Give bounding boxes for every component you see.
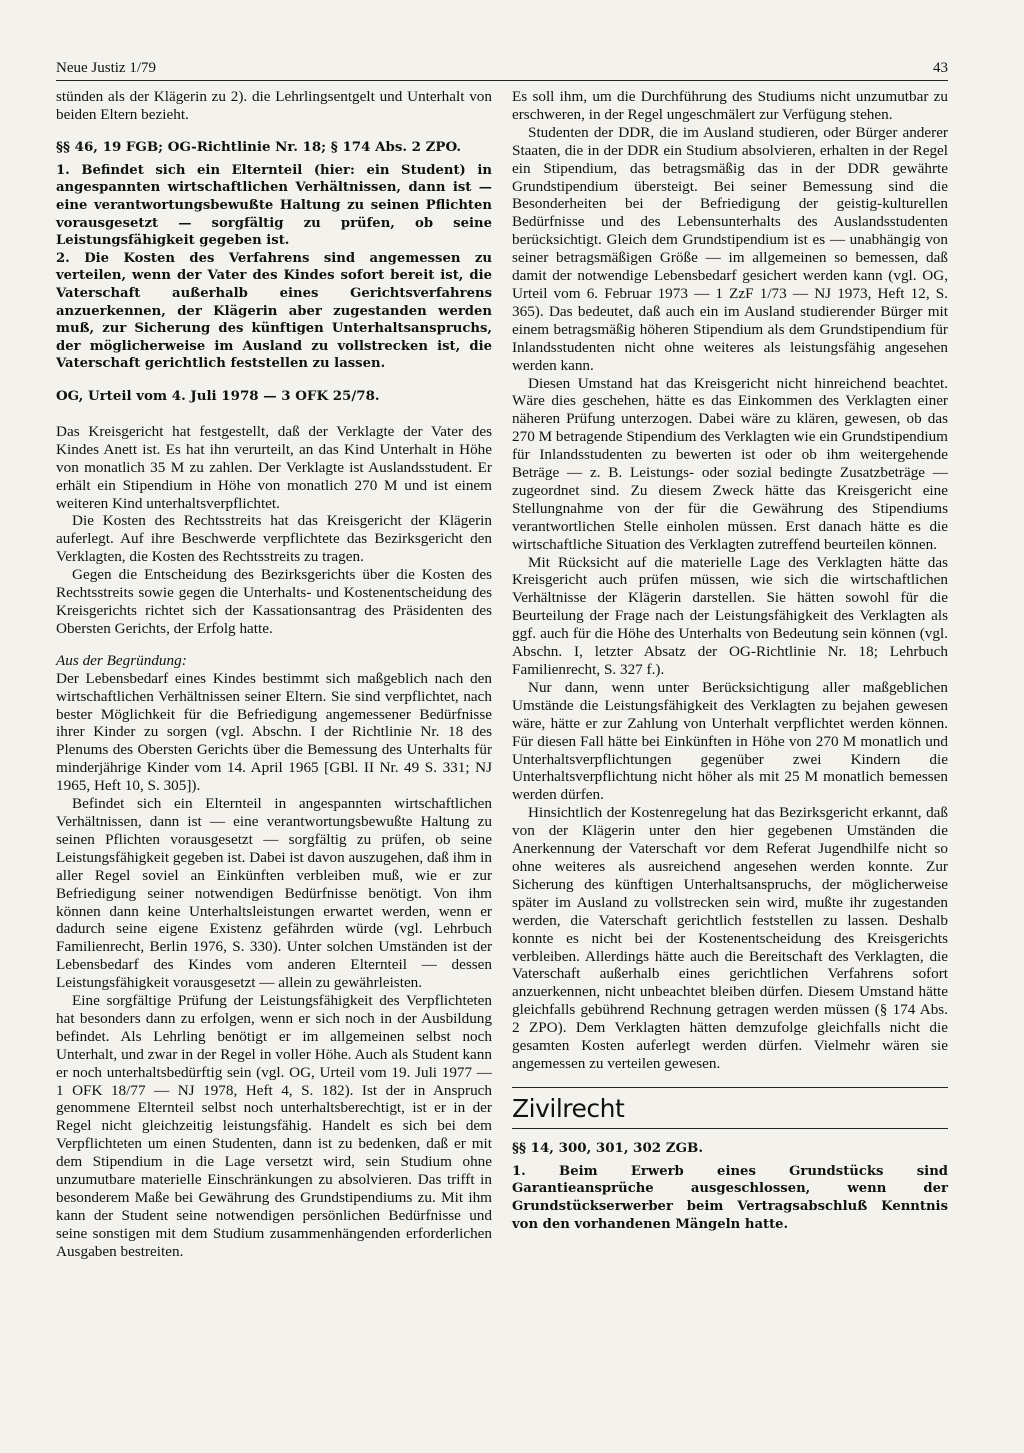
- header-rule: [56, 80, 948, 81]
- reasons-paragraph: Eine sorgfältige Prüfung der Leistungsfähigkeit des Verpflichteten hat besonders dann zu erfolgen, wenn er sich noch in der Ausbildung befindet. Als Lehrling benötigt er im allgemeinen selbst noch Unterhalt, und zwar in der Regel in voller Höhe. Auch als Student kann er noch unterhaltsbedürftig sein (vgl. OG, Urteil vom 19. Juli 1977 — 1 OFK 18/77 — NJ 1978, Heft 4, S. 182). Ist der in Anspruch genommene Elternteil selbst noch unterhaltsberechtigt, ist er in der Regel nicht gleichzeitig leistungsfähig. Handelt es sich bei dem Verpflichteten um einen Studenten, dann ist zu bedenken, daß er mit dem Stipendium in die Lage versetzt wird, sein Studium ohne unzumutbare materielle Einschränkungen zu absolvieren. Das trifft in besonderem Maße bei Gewährung des Grundstipendiums zu. Mit ihm kann der Student seine notwendigen persönlichen Bedürfnisse und seine sonstigen mit dem Studium zusammenhängenden erforderlichen Ausgaben bestreiten.: [56, 992, 492, 1260]
- reasons-paragraph: Hinsichtlich der Kostenregelung hat das Bezirksgericht erkannt, daß von der Klägerin unter den hier gegebenen Umständen die Anerkennung der Vaterschaft vor dem Referat Jugendhilfe nicht so ohne weiteres als ausreichend angesehen werden konnte. Zur Sicherung des künftigen Unterhaltsanspruchs, der möglicherweise später im Ausland zu vollstrecken sein wird, mußte ihr zugestanden werden, die Vaterschaft gerichtlich feststellen zu lassen. Deshalb konnte es nicht bei der Kostenentscheidung des Kreisgerichts verbleiben. Allerdings hätte auch die Bereitschaft des Verklagten, die Vaterschaft außerhalb eines gerichtlichen Verfahrens sofort anzuerkennen, nicht unbeachtet bleiben dürfen. Diesem Umstand hätte gleichfalls gebührend Rechnung getragen werden müssen (§ 174 Abs. 2 ZPO). Dem Verklagten hätten demzufolge gleichfalls nicht die gesamten Kosten auferlegt werden dürfen. Vielmehr wären sie angemessen zu verteilen gewesen.: [512, 804, 948, 1072]
- reasons-paragraph: Befindet sich ein Elternteil in angespannten wirtschaftlichen Verhältnissen, dann ist — eine verantwortungsbewußte Haltung zu seinen Pflichten vorausgesetzt — sorgfältig zu prüfen, ob seine Leistungsfähigkeit gegeben ist. Dabei ist davon auszugehen, daß ihm in aller Regel soviel an Einkünften verbleiben muß, wie er zur Befriedigung seiner notwendigen Bedürfnisse benötigt. Von ihm können dann keine Unterhaltsleistungen erwartet werden, wenn er dadurch seine eigene Existenz gefährden würde (vgl. Lehrbuch Familienrecht, Berlin 1976, S. 330). Unter solchen Umständen ist der Lebensbedarf des Kindes vom anderen Elternteil — dessen Leistungsfähigkeit vorausgesetzt — allein zu gewährleisten.: [56, 795, 492, 992]
- norm-citation: §§ 46, 19 FGB; OG-Richtlinie Nr. 18; § 174 Abs. 2 ZPO.: [56, 138, 462, 155]
- reasons-paragraph: Es soll ihm, um die Durchführung des Studiums nicht unzumutbar zu erschweren, in der Regel ungeschmälert zur Verfügung stehen.: [512, 88, 948, 123]
- reasons-paragraph: Studenten der DDR, die im Ausland studieren, oder Bürger anderer Staaten, die in der DDR ein Studium absolvieren, erhalten in der Regel ein Stipendium, das betragsmäßig das in der DDR gewährte Grundstipendium übersteigt. Bei seiner Bemessung sind die Besonderheiten bei der Befriedigung der geistig-kulturellen Bedürfnisse und des Lebensunterhalts des Auslandsstudenten berücksichtigt. Gleich dem Grundstipendium ist es — unabhängig von seiner betragsmäßigen Größe — im allgemeinen so bemessen, daß damit der notwendige Lebensbedarf gesichert werden kann (vgl. OG, Urteil vom 6. Februar 1973 — 1 ZzF 1/73 — NJ 1973, Heft 12, S. 365). Das bedeutet, daß auch ein im Ausland studierender Bürger mit einem betragsmäßig höheren Stipendium als dem Grundstipendium für Inlandsstudenten nicht ohne weiteres als leistungsfähig angesehen werden kann.: [512, 123, 948, 374]
- facts-paragraph: Die Kosten des Rechtsstreits hat das Kreisgericht der Klägerin auferlegt. Auf ihre Beschwerde verpflichtete das Bezirksgericht den Verklagten, die Kosten des Rechtsstreits zu tragen.: [56, 512, 492, 566]
- left-column: [56, 88, 492, 1261]
- right-column: [512, 88, 948, 1233]
- running-header: [56, 58, 948, 80]
- reasons-paragraph: Der Lebensbedarf eines Kindes bestimmt sich maßgeblich nach den wirtschaftlichen Verhältnissen seiner Eltern. Sie sind verpflichtet, nach bester Möglichkeit für die Befriedigung angemessener Bedürfnisse ihrer Kinder zu sorgen (vgl. Abschn. I der Richtlinie Nr. 18 des Plenums des Obersten Gerichts über die Bemessung des Unterhalts für minderjährige Kinder vom 14. April 1965 [GBl. II Nr. 49 S. 331; NJ 1965, Heft 10, S. 305]).: [56, 669, 492, 795]
- section-rule: [512, 1128, 948, 1129]
- reasons-paragraph: Diesen Umstand hat das Kreisgericht nicht hinreichend beachtet. Wäre dies geschehen, hätte es das Einkommen des Verklagten einer näheren Prüfung unterzogen. Dabei wäre zu klären, gewesen, ob das 270 M betragende Stipendium des Verklagten wie ein Grundstipendium für Inlandsstudenten zu bewerten ist oder ob ihm weitergehende Beträge — z. B. Leistungs- oder sozial bedingte Zusatzbeträge — zugeordnet sind. Zu diesem Zweck hätte das Kreisgericht eine Stellungnahme von der für die Gewährung des Stipendiums verantwortlichen Stelle einholen müssen. Erst danach hätte es die wirtschaftliche Situation des Verklagten zutreffend beurteilen können.: [512, 374, 948, 553]
- page-number: 43: [933, 60, 948, 76]
- facts-paragraph: Gegen die Entscheidung des Bezirksgerichts über die Kosten des Rechtsstreits sowie gegen die Unterhalts- und Kostenentscheidung des Kreisgerichts richtet sich der Kassationsantrag des Präsidenten des Obersten Gerichts, der Erfolg hatte.: [56, 566, 492, 637]
- headnote-1: 1. Befindet sich ein Elternteil (hier: ein Student) in angespannten wirtschaftlichen Verhältnissen, dann ist — eine verantwortungsbewußte Haltung zu seinen Pflichten vorausgesetzt — sorgfältig zu prüfen, ob seine Leistungsfähigkeit gegeben ist.: [56, 162, 492, 249]
- headnote-2: 2. Die Kosten des Verfahrens sind angemessen zu verteilen, wenn der Vater des Kindes sofort bereit ist, die Vaterschaft außerhalb eines Gerichtsverfahrens anzuerkennen, der Klägerin aber zugestanden werden muß, zur Sicherung des künftigen Unterhaltsanspruchs, der möglicherweise im Ausland zu vollstrecken ist, die Vaterschaft gerichtlich feststellen zu lassen.: [56, 250, 492, 372]
- headnote-1: 1. Beim Erwerb eines Grundstücks sind Garantieansprüche ausgeschlossen, wenn der Grundstückserwerber beim Vertragsabschluß Kenntnis von den vorhandenen Mängeln hatte.: [512, 1163, 948, 1232]
- reasons-heading: Aus der Begründung:: [56, 651, 187, 669]
- section-rule: [512, 1087, 948, 1088]
- section-title: Zivilrecht: [512, 1093, 625, 1123]
- journal-issue: Neue Justiz 1/79: [56, 60, 156, 76]
- norm-citation: §§ 14, 300, 301, 302 ZGB.: [512, 1139, 703, 1156]
- continued-paragraph: stünden als der Klägerin zu 2). die Lehrlingsentgelt und Unterhalt von beiden Eltern bezieht.: [56, 88, 492, 123]
- reasons-paragraph: Nur dann, wenn unter Berücksichtigung aller maßgeblichen Umstände die Leistungsfähigkeit des Verklagten zu bejahen gewesen wäre, hätte er zur Zahlung von Unterhalt verpflichtet werden können. Für diesen Fall hätte bei Einkünften in Höhe von 270 M monatlich und Unterhaltsverpflichtungen gegenüber zwei Kindern die Unterhaltsverpflichtung nicht höher als mit 25 M monatlich bemessen werden dürfen.: [512, 678, 948, 804]
- reasons-paragraph: Mit Rücksicht auf die materielle Lage des Verklagten hätte das Kreisgericht auch prüfen müssen, wie sich die wirtschaftlichen Verhältnisse der Klägerin darstellen. Sie hätten sowohl für die Beurteilung der Frage nach der Leistungsfähigkeit des Verklagten als ggf. auch für die Höhe des Unterhalts von Bedeutung sein können (vgl. Abschn. I, letzter Absatz der OG-Richtlinie Nr. 18; Lehrbuch Familienrecht, S. 327 f.).: [512, 553, 948, 678]
- facts-paragraph: Das Kreisgericht hat festgestellt, daß der Verklagte der Vater des Kindes Anett ist. Es hat ihn verurteilt, an das Kind Unterhalt in Höhe von monatlich 35 M zu zahlen. Der Verklagte ist Auslandsstudent. Er erhält ein Stipendium in Höhe von monatlich 270 M und ist einem weiteren Kind unterhaltsverpflichtet.: [56, 422, 492, 512]
- decision-reference: OG, Urteil vom 4. Juli 1978 — 3 OFK 25/78.: [56, 387, 380, 404]
